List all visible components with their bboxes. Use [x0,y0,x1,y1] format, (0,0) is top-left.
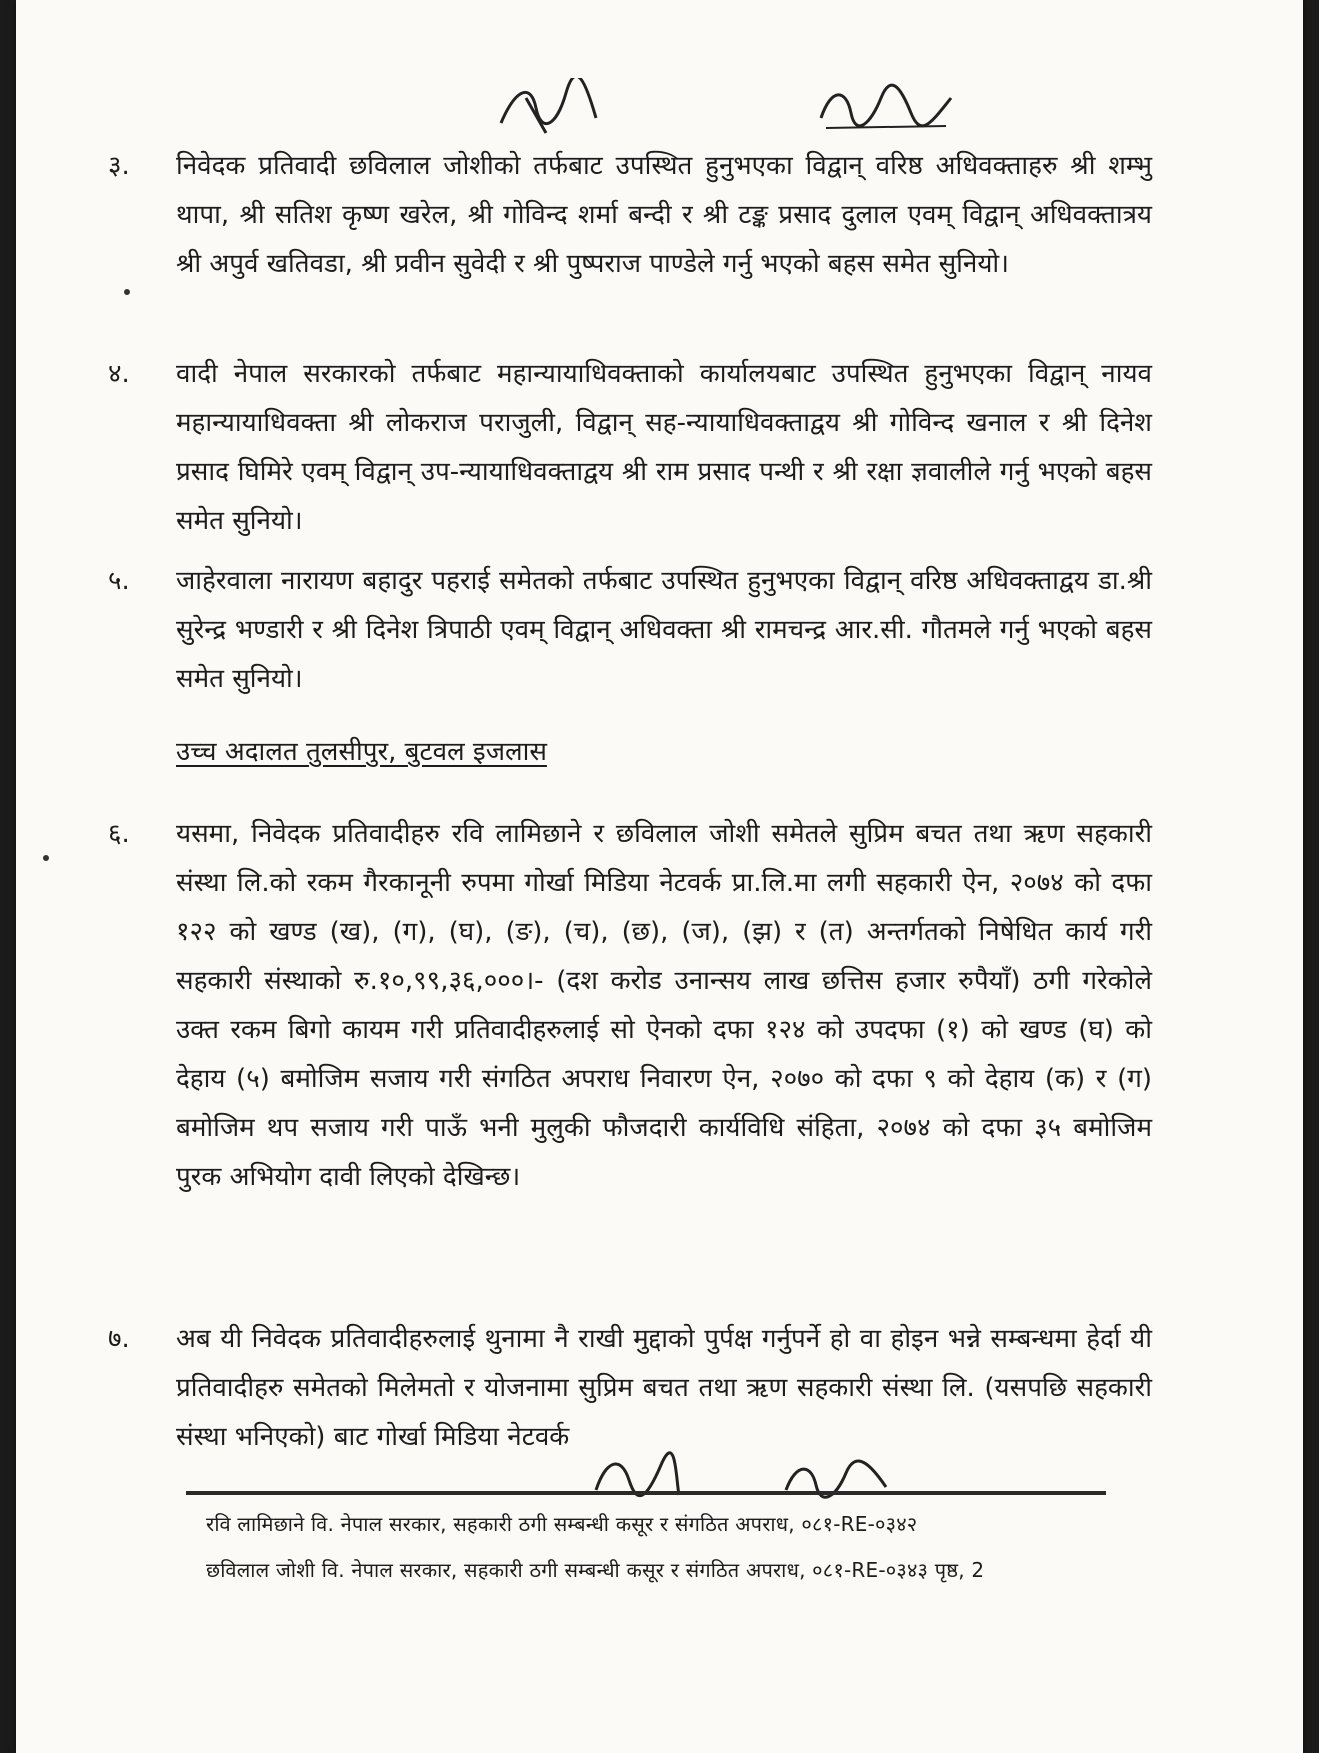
paragraph-text: जाहेरवाला नारायण बहादुर पहराई समेतको तर्फबाट उपस्थित हुनुभएका विद्वान् वरिष्ठ अधिवक्ताद्वय डा.श्री सुरेन्द्र भण्डारी र श्री दिनेश त्रिपाठी एवम् विद्वान् अधिवक्ता श्री रामचन्द्र आर.सी. गौतमले गर्नु भएको बहस समेत सुनियो। [176,566,1152,694]
paragraph-number: ५. [108,566,130,596]
paragraph-3 [108,142,1152,338]
footer-rule [186,1491,1106,1495]
stray-mark [124,289,130,295]
signature-mark [816,78,956,145]
paragraph-number: ४. [108,359,130,389]
signature-mark [591,1450,681,1512]
paragraph-text: यसमा, निवेदक प्रतिवादीहरु रवि लामिछाने र छविलाल जोशी समेतले सुप्रिम बचत तथा ऋण सहकारी संस्था लि.को रकम गैरकानूनी रुपमा गोर्खा मिडिया नेटवर्क प्रा.लि.मा लगी सहकारी ऐन, २०७४ को दफा १२२ को खण्ड (ख), (ग), (घ), (ङ), (च), (छ), (ज), (झ) र (त) अन्तर्गतको निषेधित कार्य गरी सहकारी संस्थाको रु.१०,९९,३६,०००।- (दश करोड उनान्सय लाख छत्तिस हजार रुपैयाँ) ठगी गरेकोले उक्त रकम बिगो कायम गरी प्रतिवादीहरुलाई सो ऐनको दफा १२४ को उपदफा (१) को खण्ड (घ) को देहाय (५) बमोजिम सजाय गरी संगठित अपराध निवारण ऐन, २०७० को दफा ९ को देहाय (क) र (ग) बमोजिम थप सजाय गरी पाऊँ भनी मुलुकी फौजदारी कार्यविधि संहिता, २०७४ को दफा ३५ बमोजिम पुरक अभियोग दावी लिएको देखिन्छ। [176,819,1152,1192]
paragraph-text: निवेदक प्रतिवादी छविलाल जोशीको तर्फबाट उपस्थित हुनुभएका विद्वान् वरिष्ठ अधिवक्ताहरु श्री शम्भु थापा, श्री सतिश कृष्ण खरेल, श्री गोविन्द शर्मा बन्दी र श्री टङ्क प्रसाद दुलाल एवम् विद्वान् अधिवक्तात्रय श्री अपुर्व खतिवडा, श्री प्रवीन सुवेदी र श्री पुष्पराज पाण्डेले गर्नु भएको बहस समेत सुनियो। [176,151,1152,279]
paragraph-number: ३. [108,151,130,181]
paragraph-5 [108,557,1152,704]
paragraph-text: अब यी निवेदक प्रतिवादीहरुलाई थुनामा नै राखी मुद्दाको पुर्पक्ष गर्नुपर्ने हो वा होइन भन्ने सम्बन्धमा हेर्दा यी प्रतिवादीहरु समेतको मिलेमतो र योजनामा सुप्रिम बचत तथा ऋण सहकारी संस्था लि. (यसपछि सहकारी संस्था भनिएको) बाट गोर्खा मिडिया नेटवर्क [176,1324,1152,1452]
paragraph-6 [108,810,1152,1300]
signature-mark [496,78,606,145]
paragraph-number: ६. [108,819,130,849]
paragraph-number: ७. [108,1324,130,1354]
document-page [16,0,1303,1753]
footer-line-2: छविलाल जोशी वि. नेपाल सरकार, सहकारी ठगी सम्बन्धी कसूर र संगठित अपराध, ०८१-RE-०३४३ पृष्ठ, 2 [206,1558,985,1582]
footer-line-1: रवि लामिछाने वि. नेपाल सरकार, सहकारी ठगी सम्बन्धी कसूर र संगठित अपराध, ०८१-RE-०३४२ [206,1512,918,1536]
stray-mark [43,855,49,861]
paragraph-text: वादी नेपाल सरकारको तर्फबाट महान्यायाधिवक्ताको कार्यालयबाट उपस्थित हुनुभएका विद्वान् नायव महान्यायाधिवक्ता श्री लोकराज पराजुली, विद्वान् सह-न्यायाधिवक्ताद्वय श्री गोविन्द खनाल र श्री दिनेश प्रसाद घिमिरे एवम् विद्वान् उप-न्यायाधिवक्ताद्वय श्री राम प्रसाद पन्थी र श्री रक्षा ज्ञवालीले गर्नु भएको बहस समेत सुनियो। [176,359,1152,536]
paragraph-7 [108,1315,1152,1462]
section-heading: उच्च अदालत तुलसीपुर, बुटवल इजलास [176,737,547,767]
signature-mark [781,1455,891,1512]
paragraph-4 [108,350,1152,546]
